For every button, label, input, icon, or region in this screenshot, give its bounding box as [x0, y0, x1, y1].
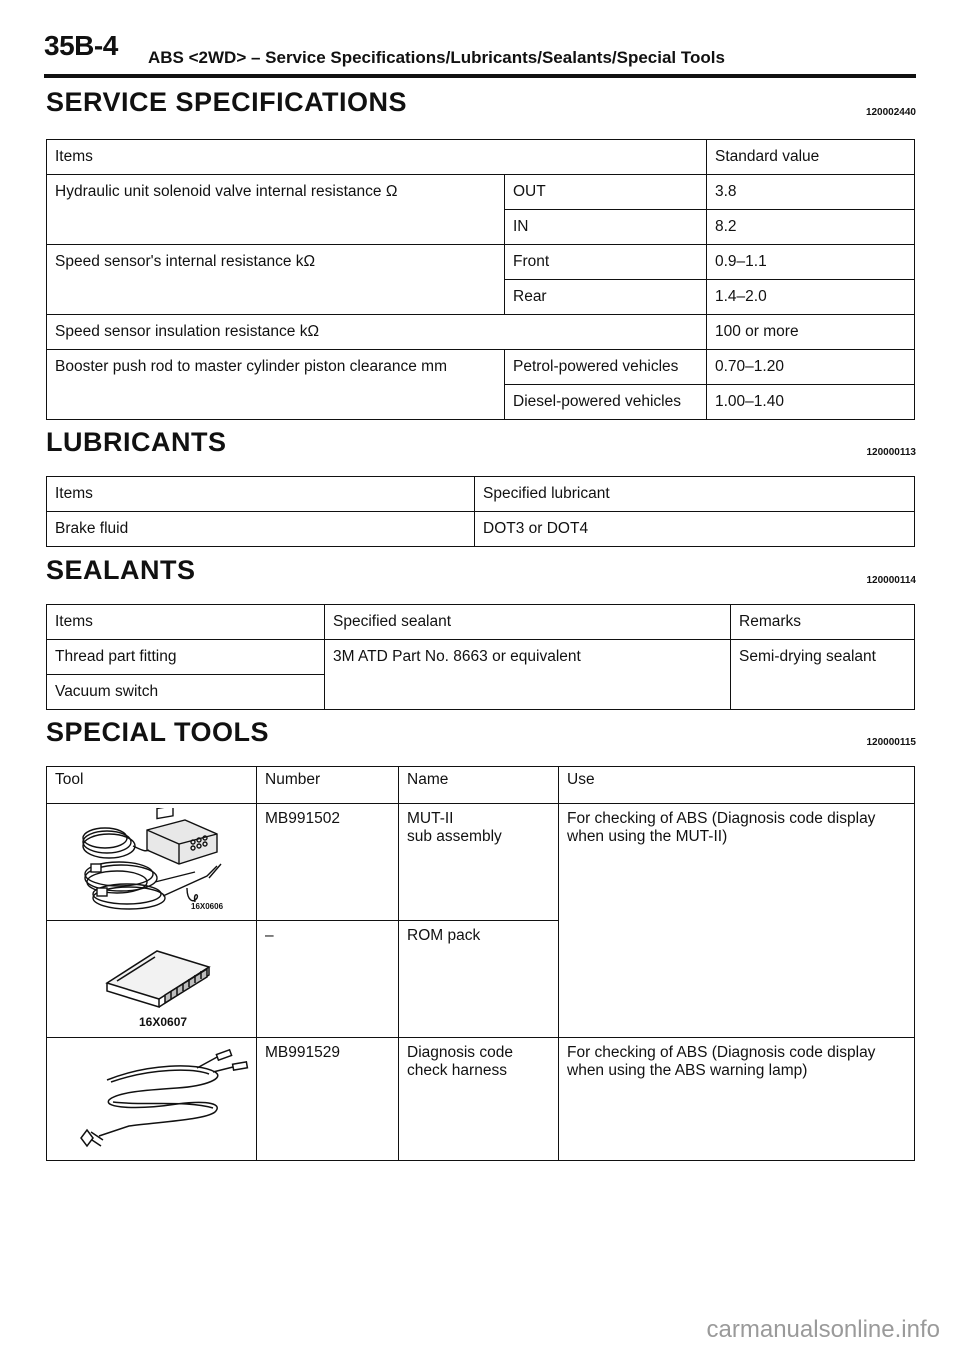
use-line: when using the MUT-II)	[567, 828, 728, 845]
header-specified-lubricant: Specified lubricant	[475, 477, 915, 512]
number-cell: MB991529	[257, 1038, 399, 1161]
name-line: Diagnosis code	[407, 1044, 513, 1061]
name-cell	[399, 1038, 559, 1161]
table-header-row	[47, 767, 915, 804]
table-header-row	[47, 605, 915, 640]
value-cell: 3.8	[707, 175, 915, 210]
section-title: SERVICE SPECIFICATIONS	[46, 87, 408, 117]
name-cell	[399, 921, 559, 1038]
item-cell: Speed sensor's internal resistance kΩ	[47, 245, 505, 315]
value-cell: 0.70–1.20	[707, 350, 915, 385]
specified-cell: DOT3 or DOT4	[475, 512, 915, 547]
sealants-table	[46, 604, 915, 710]
special-tools-table	[46, 766, 915, 1161]
sub-cell: Rear	[505, 280, 707, 315]
table-header-row	[47, 140, 915, 175]
header-specified-sealant: Specified sealant	[325, 605, 731, 640]
tool-figure-cell	[47, 804, 257, 921]
harness-icon	[47, 1042, 257, 1160]
service-specifications-heading	[46, 86, 916, 122]
name-line: ROM pack	[407, 927, 481, 944]
table-row	[47, 804, 915, 921]
section-title: SEALANTS	[46, 555, 196, 585]
section-title: SPECIAL TOOLS	[46, 717, 270, 747]
sealants-heading	[46, 554, 916, 590]
mut-ii-tester-icon	[47, 808, 257, 920]
use-line: For checking of ABS (Diagnosis code display	[567, 810, 876, 827]
sub-cell: Diesel-powered vehicles	[505, 385, 707, 420]
item-cell: Brake fluid	[47, 512, 475, 547]
number-cell: MB991502	[257, 804, 399, 921]
special-tools-heading	[46, 716, 916, 752]
sub-cell: Front	[505, 245, 707, 280]
section-code: 120000113	[866, 447, 916, 458]
header-name: Name	[399, 767, 559, 804]
header-items: Items	[47, 140, 707, 175]
table-row	[47, 640, 915, 675]
table-row	[47, 512, 915, 547]
header-tool: Tool	[47, 767, 257, 804]
sub-cell: OUT	[505, 175, 707, 210]
section-title: LUBRICANTS	[46, 427, 227, 457]
section-code: 120000115	[866, 737, 916, 748]
name-line: MUT-II	[407, 810, 454, 827]
value-cell: 1.00–1.40	[707, 385, 915, 420]
table-row	[47, 245, 915, 280]
name-line: sub assembly	[407, 828, 502, 845]
tool-figure-cell	[47, 921, 257, 1038]
value-cell: 100 or more	[707, 315, 915, 350]
header-number: Number	[257, 767, 399, 804]
use-cell	[559, 804, 915, 1038]
use-cell	[559, 1038, 915, 1161]
use-line: when using the ABS warning lamp)	[567, 1062, 808, 1079]
section-code: 120000114	[866, 575, 916, 586]
remarks-cell: Semi-drying sealant	[731, 640, 915, 710]
name-cell	[399, 804, 559, 921]
section-code: 120002440	[865, 107, 916, 118]
table-row	[47, 350, 915, 385]
use-line: For checking of ABS (Diagnosis code display	[567, 1044, 876, 1061]
header-items: Items	[47, 477, 475, 512]
page-header	[44, 30, 916, 78]
page-title: ABS <2WD> – Service Specifications/Lubricants/Sealants/Special Tools	[148, 48, 725, 67]
table-row	[47, 175, 915, 210]
name-line: check harness	[407, 1062, 507, 1079]
lubricants-heading	[46, 426, 916, 462]
header-standard-value: Standard value	[707, 140, 915, 175]
table-header-row	[47, 477, 915, 512]
watermark: carmanualsonline.info	[706, 1316, 940, 1343]
item-cell: Thread part fitting	[47, 640, 325, 675]
tool-figure-cell	[47, 1038, 257, 1161]
header-use: Use	[559, 767, 915, 804]
item-cell: Booster push rod to master cylinder piston clearance mm	[47, 350, 505, 420]
page-number: 35B-4	[44, 30, 118, 61]
sub-cell: Petrol-powered vehicles	[505, 350, 707, 385]
service-specifications-table	[46, 139, 915, 420]
table-row	[47, 315, 915, 350]
specified-cell: 3M ATD Part No. 8663 or equivalent	[325, 640, 731, 710]
item-cell: Vacuum switch	[47, 675, 325, 710]
figure-code: 16X0606	[191, 902, 224, 911]
number-cell: –	[257, 921, 399, 1038]
header-remarks: Remarks	[731, 605, 915, 640]
table-row	[47, 1038, 915, 1161]
figure-code: 16X0607	[139, 1015, 188, 1029]
header-items: Items	[47, 605, 325, 640]
item-cell: Speed sensor insulation resistance kΩ	[47, 315, 707, 350]
value-cell: 1.4–2.0	[707, 280, 915, 315]
value-cell: 8.2	[707, 210, 915, 245]
item-cell: Hydraulic unit solenoid valve internal resistance Ω	[47, 175, 505, 245]
lubricants-table	[46, 476, 915, 547]
value-cell: 0.9–1.1	[707, 245, 915, 280]
sub-cell: IN	[505, 210, 707, 245]
